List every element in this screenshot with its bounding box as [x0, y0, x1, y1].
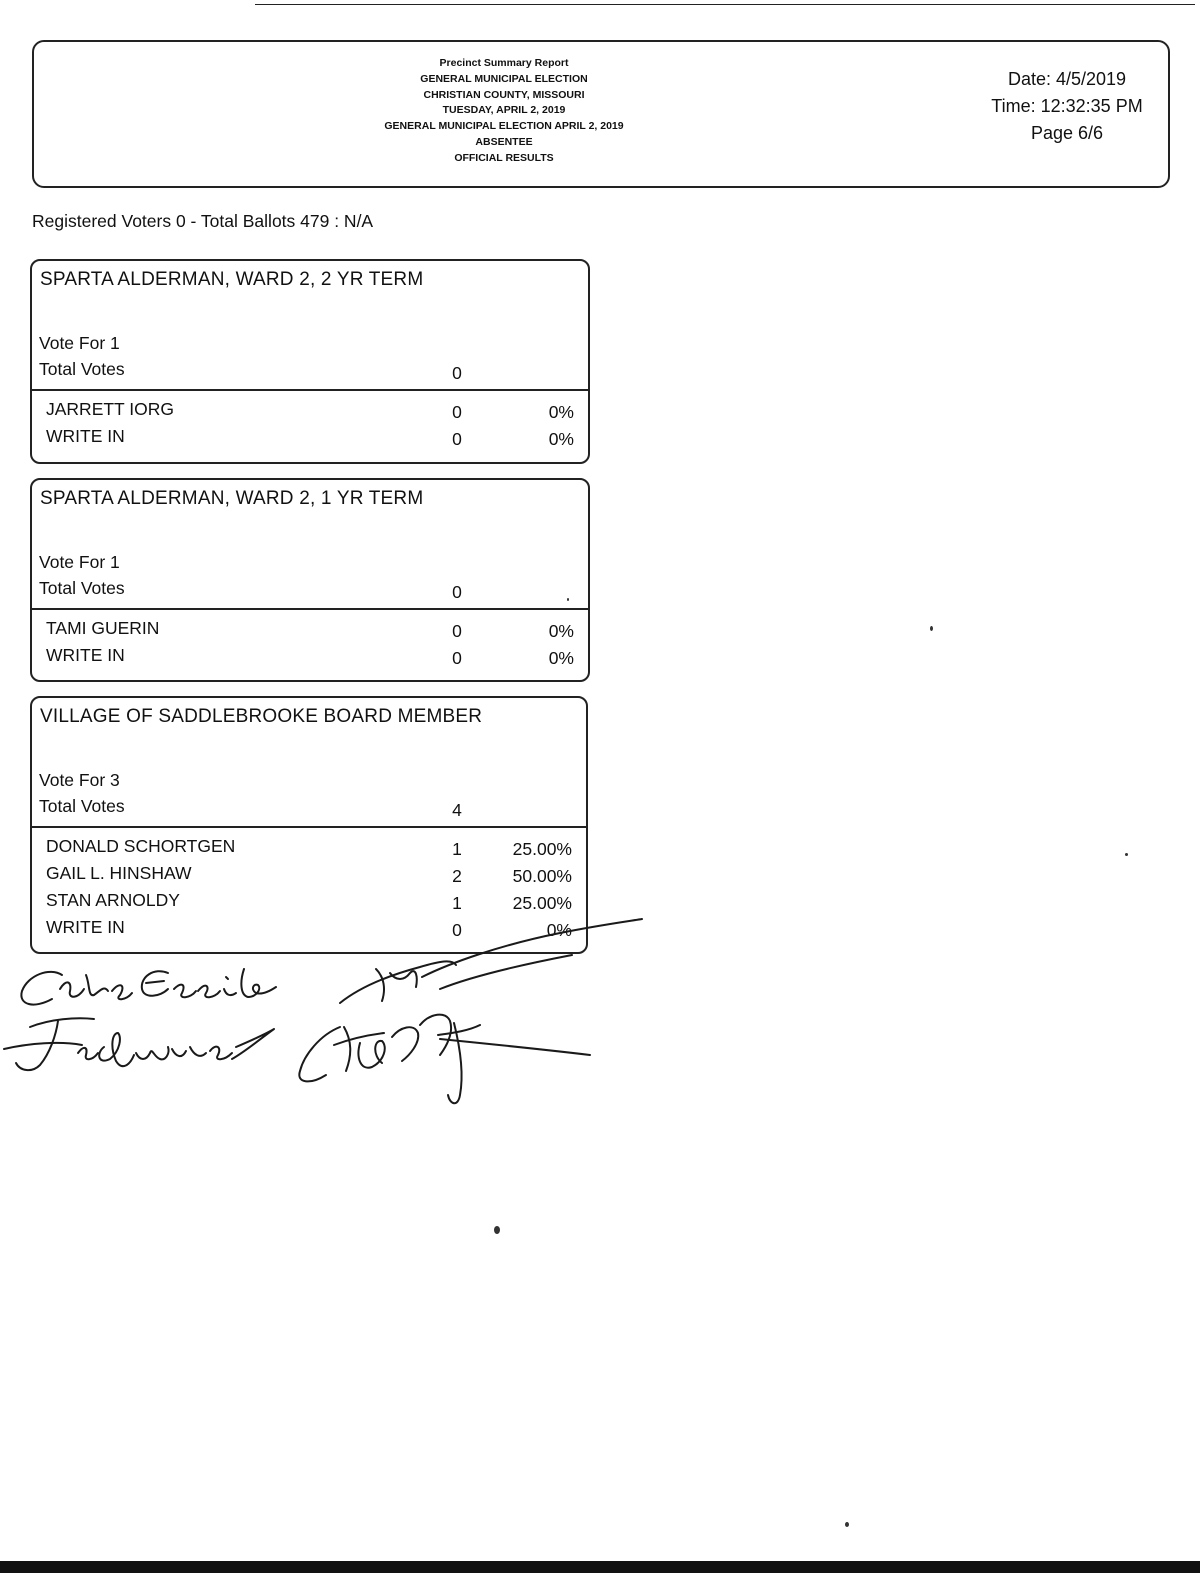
candidate-row: [32, 618, 588, 645]
candidate-name: WRITE IN: [46, 426, 125, 446]
total-votes-value: 0: [452, 363, 462, 383]
vote-for: Vote For 3: [39, 770, 120, 790]
candidate-percent: 0%: [546, 920, 572, 940]
candidate-votes: 0: [452, 621, 462, 641]
vote-for: Vote For 1: [39, 333, 120, 353]
candidate-row: [32, 645, 588, 672]
candidate-row: [32, 890, 586, 917]
candidate-votes: 2: [452, 866, 462, 886]
candidate-votes: 0: [452, 648, 462, 668]
candidate-votes: 1: [452, 839, 462, 859]
ballot-summary: Registered Voters 0 - Total Ballots 479 : N/A: [32, 211, 374, 231]
contest-title: SPARTA ALDERMAN, WARD 2, 2 YR TERM: [40, 269, 424, 290]
candidate-votes: 0: [452, 402, 462, 422]
signature-left-top: [21, 969, 276, 1005]
contest-divider: [32, 826, 586, 828]
contest-sparta-ward2-2yr: [30, 259, 590, 464]
candidate-name: JARRETT IORG: [46, 399, 175, 419]
bottom-scan-bar: [0, 1561, 1200, 1573]
candidate-name: WRITE IN: [46, 645, 125, 665]
report-header: [32, 40, 1170, 188]
election-name: GENERAL MUNICIPAL ELECTION: [420, 72, 588, 85]
contest-sparta-ward2-1yr: [30, 478, 590, 682]
scan-speck: [930, 626, 933, 631]
candidate-percent: 0%: [548, 402, 574, 422]
report-meta: [972, 66, 1162, 147]
contest-divider: [32, 608, 588, 610]
top-scan-rule: [255, 4, 1195, 5]
candidate-row: [32, 426, 588, 453]
contest-title: SPARTA ALDERMAN, WARD 2, 1 YR TERM: [40, 488, 424, 509]
candidate-row: [32, 399, 588, 426]
county-name: CHRISTIAN COUNTY, MISSOURI: [423, 88, 585, 101]
candidate-name: WRITE IN: [46, 917, 125, 937]
candidate-percent: 0%: [548, 429, 574, 449]
signature-right: [299, 919, 642, 1103]
signature-left-bottom: [4, 1018, 274, 1070]
total-votes-value: 0: [452, 582, 462, 602]
candidate-votes: 0: [452, 920, 462, 940]
candidate-votes: 1: [452, 893, 462, 913]
candidate-percent: 25.00%: [512, 893, 572, 913]
candidate-name: GAIL L. HINSHAW: [46, 863, 192, 883]
candidate-row: [32, 836, 586, 863]
report-title-block: [364, 56, 644, 167]
precinct-name: ABSENTEE: [475, 135, 533, 148]
page-number: Page 6/6: [1030, 123, 1104, 143]
total-votes-value: 4: [452, 800, 462, 820]
results-status: OFFICIAL RESULTS: [454, 151, 554, 164]
signatures: [0, 915, 660, 1115]
vote-for: Vote For 1: [39, 552, 120, 572]
contest-title: VILLAGE OF SADDLEBROOKE BOARD MEMBER: [40, 706, 483, 727]
total-votes-label: Total Votes: [39, 796, 125, 816]
candidate-percent: 0%: [548, 621, 574, 641]
election-full-name: GENERAL MUNICIPAL ELECTION APRIL 2, 2019: [384, 120, 624, 133]
report-date: Date: 4/5/2019: [1007, 69, 1127, 89]
scan-speck: [1125, 853, 1128, 856]
total-votes-label: Total Votes: [39, 359, 125, 379]
candidate-name: DONALD SCHORTGEN: [46, 836, 236, 856]
contest-divider: [32, 389, 588, 391]
candidate-name: TAMI GUERIN: [46, 618, 160, 638]
candidate-percent: 50.00%: [512, 866, 572, 886]
scan-speck: [567, 598, 569, 601]
candidate-row: [32, 863, 586, 890]
election-date: TUESDAY, APRIL 2, 2019: [442, 104, 566, 117]
candidate-votes: 0: [452, 429, 462, 449]
report-title: Precinct Summary Report: [439, 57, 569, 69]
candidate-percent: 0%: [548, 648, 574, 668]
report-time: Time: 12:32:35 PM: [991, 96, 1143, 116]
candidate-name: STAN ARNOLDY: [46, 890, 180, 910]
candidate-percent: 25.00%: [512, 839, 572, 859]
scan-speck: [494, 1226, 500, 1234]
scan-speck: [845, 1522, 849, 1527]
total-votes-label: Total Votes: [39, 578, 125, 598]
